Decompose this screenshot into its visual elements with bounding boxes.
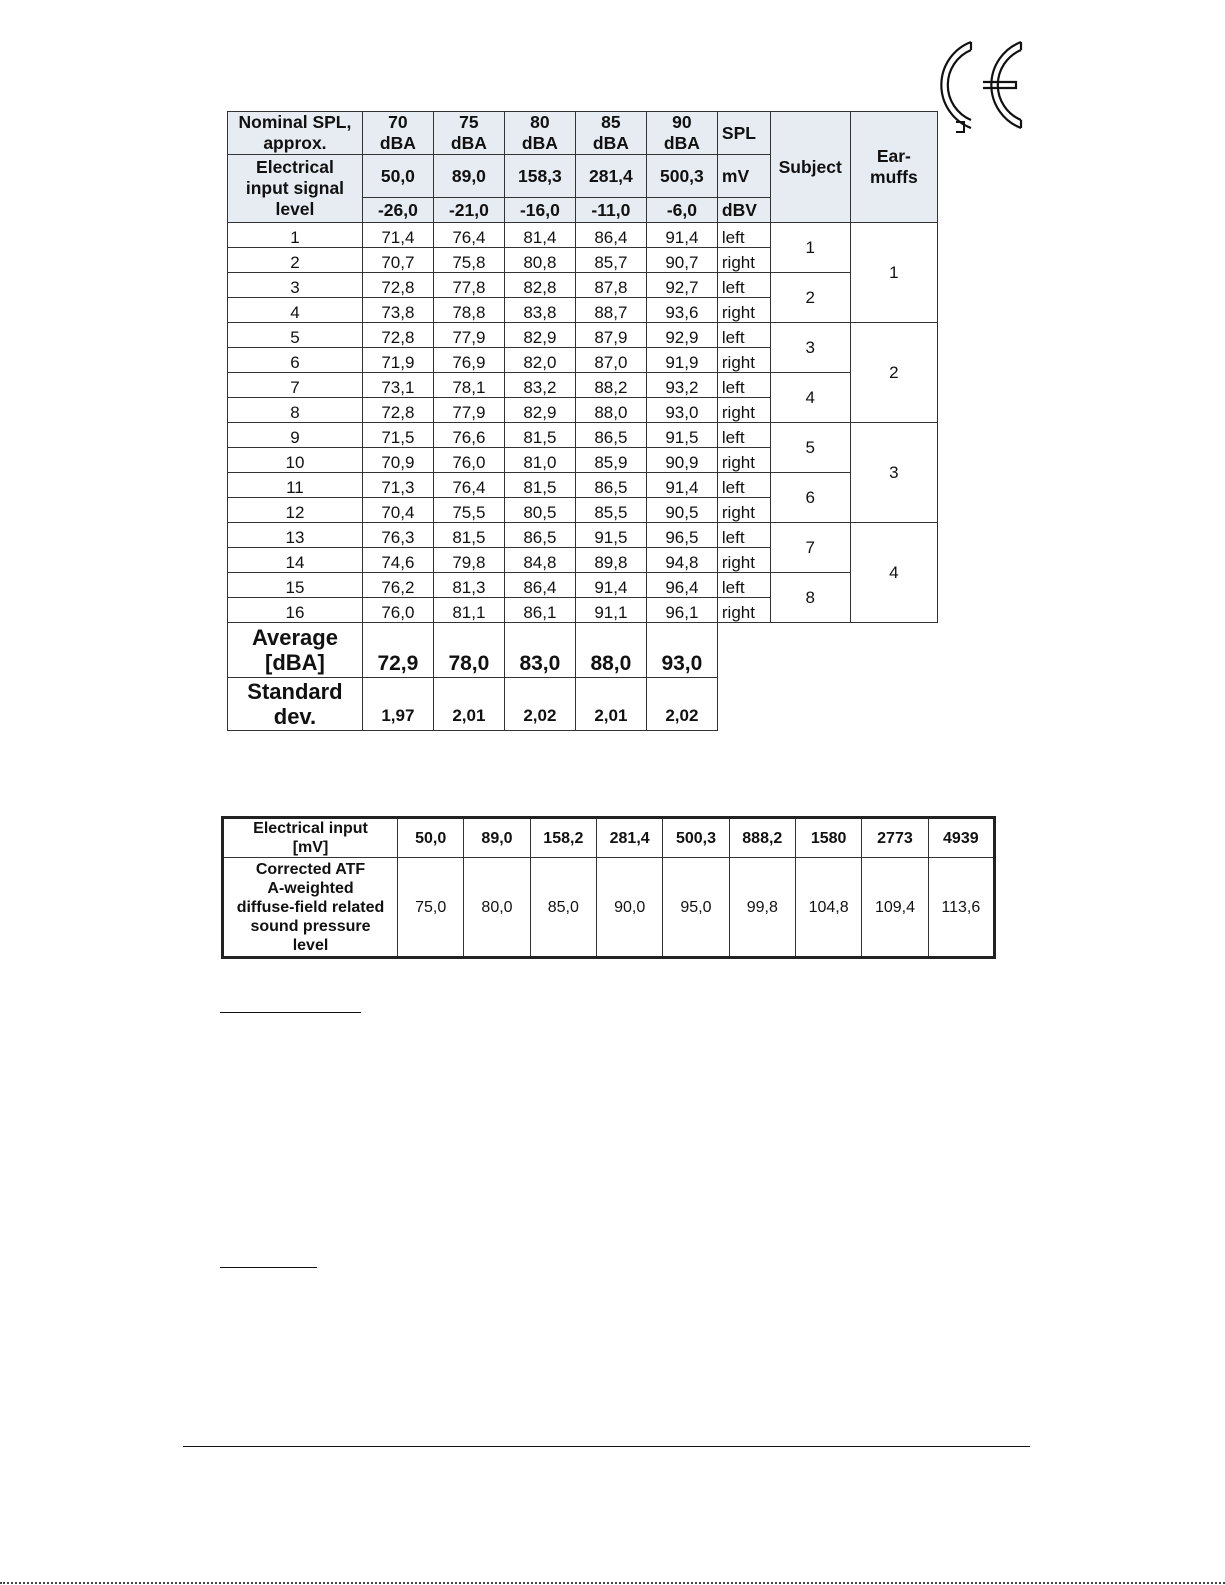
- measurement-cell: 78,8: [433, 298, 504, 323]
- measurement-cell: 86,5: [575, 423, 646, 448]
- measurement-cell: 87,9: [575, 323, 646, 348]
- dbv-value: -16,0: [504, 198, 575, 223]
- measurement-cell: 82,9: [504, 398, 575, 423]
- ear-side: left: [717, 523, 770, 548]
- input-value: 1580: [795, 818, 861, 858]
- measurement-cell: 80,8: [504, 248, 575, 273]
- dbv-value: -11,0: [575, 198, 646, 223]
- dbv-value: -6,0: [646, 198, 717, 223]
- table-row: [228, 273, 938, 298]
- measurement-cell: 82,0: [504, 348, 575, 373]
- measurement-cell: 71,5: [362, 423, 433, 448]
- table-row: [228, 223, 938, 248]
- level-header: 85 dBA: [575, 112, 646, 155]
- measurement-cell: 71,4: [362, 223, 433, 248]
- measurement-cell: 70,7: [362, 248, 433, 273]
- measurement-cell: 83,2: [504, 373, 575, 398]
- measurement-cell: 91,1: [575, 598, 646, 623]
- atf-table: [221, 816, 996, 959]
- ear-side: left: [717, 573, 770, 598]
- subject-cell: 4: [770, 373, 850, 423]
- measurement-cell: 81,5: [504, 473, 575, 498]
- level-header: 90 dBA: [646, 112, 717, 155]
- ear-side: left: [717, 373, 770, 398]
- measurement-cell: 77,9: [433, 398, 504, 423]
- ear-side: right: [717, 598, 770, 623]
- subject-cell: 5: [770, 423, 850, 473]
- measurement-cell: 81,5: [433, 523, 504, 548]
- heading-underline: [220, 1012, 361, 1013]
- measurement-cell: 86,5: [575, 473, 646, 498]
- measurement-cell: 96,1: [646, 598, 717, 623]
- input-value: 50,0: [398, 818, 464, 858]
- table-row: [228, 573, 938, 598]
- average-value: 93,0: [646, 623, 717, 678]
- measurement-cell: 88,7: [575, 298, 646, 323]
- ear-side: left: [717, 423, 770, 448]
- measurement-cell: 86,4: [575, 223, 646, 248]
- stddev-value: 2,01: [575, 678, 646, 731]
- electrical-input-header: Electrical input signal level: [228, 155, 363, 223]
- table-row: [228, 373, 938, 398]
- stddev-row: [228, 678, 938, 731]
- measurement-cell: 77,8: [433, 273, 504, 298]
- measurement-cell: 93,0: [646, 398, 717, 423]
- subject-cell: 7: [770, 523, 850, 573]
- subject-cell: 2: [770, 273, 850, 323]
- mv-value: 89,0: [433, 155, 504, 198]
- corrected-atf-label: Corrected ATF A-weighted diffuse-field related sound pressure level: [223, 858, 398, 958]
- measurement-cell: 96,4: [646, 573, 717, 598]
- earmuff-cell: 2: [850, 323, 937, 423]
- ear-side: left: [717, 223, 770, 248]
- measurement-cell: 71,9: [362, 348, 433, 373]
- measurement-cell: 94,8: [646, 548, 717, 573]
- spl-measurement-table: [227, 111, 938, 731]
- measurement-cell: 81,0: [504, 448, 575, 473]
- stddev-value: 1,97: [362, 678, 433, 731]
- row-number: 14: [228, 548, 363, 573]
- measurement-cell: 91,5: [575, 523, 646, 548]
- measurement-cell: 91,9: [646, 348, 717, 373]
- earmuff-cell: 3: [850, 423, 937, 523]
- input-value: 500,3: [663, 818, 729, 858]
- measurement-cell: 80,5: [504, 498, 575, 523]
- measurement-cell: 91,4: [575, 573, 646, 598]
- measurement-cell: 81,3: [433, 573, 504, 598]
- measurement-cell: 90,9: [646, 448, 717, 473]
- empty-cell: [717, 678, 937, 731]
- atf-value: 99,8: [729, 858, 795, 958]
- measurement-cell: 88,0: [575, 398, 646, 423]
- measurement-cell: 85,7: [575, 248, 646, 273]
- atf-value: 80,0: [464, 858, 530, 958]
- level-header: 75 dBA: [433, 112, 504, 155]
- mv-unit: mV: [717, 155, 770, 198]
- row-number: 4: [228, 298, 363, 323]
- row-number: 6: [228, 348, 363, 373]
- row-number: 16: [228, 598, 363, 623]
- input-value: 281,4: [596, 818, 662, 858]
- mv-value: 50,0: [362, 155, 433, 198]
- measurement-cell: 76,4: [433, 223, 504, 248]
- measurement-cell: 77,9: [433, 323, 504, 348]
- atf-value: 75,0: [398, 858, 464, 958]
- row-number: 7: [228, 373, 363, 398]
- measurement-cell: 76,4: [433, 473, 504, 498]
- measurement-cell: 87,0: [575, 348, 646, 373]
- earmuffs-header: Ear- muffs: [850, 112, 937, 223]
- mv-value: 158,3: [504, 155, 575, 198]
- page-edge: [0, 1582, 1225, 1584]
- ear-side: right: [717, 498, 770, 523]
- ear-side: left: [717, 473, 770, 498]
- ear-side: right: [717, 548, 770, 573]
- input-value: 89,0: [464, 818, 530, 858]
- measurement-cell: 79,8: [433, 548, 504, 573]
- row-number: 5: [228, 323, 363, 348]
- subject-cell: 1: [770, 223, 850, 273]
- measurement-cell: 83,8: [504, 298, 575, 323]
- dbv-value: -26,0: [362, 198, 433, 223]
- atf-value: 109,4: [862, 858, 928, 958]
- average-row: [228, 623, 938, 678]
- average-value: 83,0: [504, 623, 575, 678]
- measurement-cell: 71,3: [362, 473, 433, 498]
- measurement-cell: 87,8: [575, 273, 646, 298]
- measurement-cell: 73,1: [362, 373, 433, 398]
- measurement-cell: 91,4: [646, 473, 717, 498]
- table-row: [228, 323, 938, 348]
- measurement-cell: 91,4: [646, 223, 717, 248]
- atf-value: 85,0: [530, 858, 596, 958]
- measurement-cell: 84,8: [504, 548, 575, 573]
- mv-value: 281,4: [575, 155, 646, 198]
- measurement-cell: 81,5: [504, 423, 575, 448]
- average-value: 72,9: [362, 623, 433, 678]
- measurement-cell: 74,6: [362, 548, 433, 573]
- ear-side: left: [717, 323, 770, 348]
- input-value: 2773: [862, 818, 928, 858]
- empty-cell: [717, 623, 937, 678]
- nominal-spl-header: Nominal SPL, approx.: [228, 112, 363, 155]
- dbv-value: -21,0: [433, 198, 504, 223]
- ear-side: right: [717, 248, 770, 273]
- measurement-cell: 92,7: [646, 273, 717, 298]
- average-label: Average [dBA]: [228, 623, 363, 678]
- ear-side: right: [717, 298, 770, 323]
- atf-value: 104,8: [795, 858, 861, 958]
- measurement-cell: 72,8: [362, 398, 433, 423]
- atf-value: 113,6: [928, 858, 994, 958]
- atf-value: 90,0: [596, 858, 662, 958]
- measurement-cell: 90,5: [646, 498, 717, 523]
- row-number: 2: [228, 248, 363, 273]
- measurement-cell: 76,0: [362, 598, 433, 623]
- average-value: 78,0: [433, 623, 504, 678]
- measurement-cell: 76,6: [433, 423, 504, 448]
- stddev-value: 2,02: [646, 678, 717, 731]
- level-header: 70 dBA: [362, 112, 433, 155]
- measurement-cell: 92,9: [646, 323, 717, 348]
- row-number: 8: [228, 398, 363, 423]
- measurement-cell: 82,9: [504, 323, 575, 348]
- earmuff-cell: 1: [850, 223, 937, 323]
- measurement-cell: 76,0: [433, 448, 504, 473]
- electrical-input-label: Electrical input [mV]: [223, 818, 398, 858]
- spl-unit: SPL: [717, 112, 770, 155]
- stddev-value: 2,02: [504, 678, 575, 731]
- measurement-cell: 76,2: [362, 573, 433, 598]
- row-number: 1: [228, 223, 363, 248]
- row-number: 3: [228, 273, 363, 298]
- row-number: 12: [228, 498, 363, 523]
- measurement-cell: 81,1: [433, 598, 504, 623]
- measurement-cell: 75,5: [433, 498, 504, 523]
- measurement-cell: 96,5: [646, 523, 717, 548]
- subject-cell: 3: [770, 323, 850, 373]
- stddev-label: Standard dev.: [228, 678, 363, 731]
- measurement-cell: 90,7: [646, 248, 717, 273]
- ear-side: left: [717, 273, 770, 298]
- measurement-cell: 93,6: [646, 298, 717, 323]
- measurement-cell: 88,2: [575, 373, 646, 398]
- input-value: 4939: [928, 818, 994, 858]
- ear-side: right: [717, 448, 770, 473]
- measurement-cell: 72,8: [362, 273, 433, 298]
- row-number: 13: [228, 523, 363, 548]
- measurement-cell: 89,8: [575, 548, 646, 573]
- measurement-cell: 72,8: [362, 323, 433, 348]
- earmuff-cell: 4: [850, 523, 937, 623]
- subject-header: Subject: [770, 112, 850, 223]
- row-number: 10: [228, 448, 363, 473]
- subject-cell: 6: [770, 473, 850, 523]
- measurement-cell: 70,4: [362, 498, 433, 523]
- atf-value: 95,0: [663, 858, 729, 958]
- row-number: 15: [228, 573, 363, 598]
- table-row: [228, 473, 938, 498]
- heading-underline: [220, 1267, 317, 1268]
- subject-cell: 8: [770, 573, 850, 623]
- measurement-cell: 86,5: [504, 523, 575, 548]
- stddev-value: 2,01: [433, 678, 504, 731]
- measurement-cell: 81,4: [504, 223, 575, 248]
- measurement-cell: 85,5: [575, 498, 646, 523]
- measurement-cell: 91,5: [646, 423, 717, 448]
- measurement-cell: 85,9: [575, 448, 646, 473]
- input-value: 158,2: [530, 818, 596, 858]
- measurement-cell: 78,1: [433, 373, 504, 398]
- dbv-unit: dBV: [717, 198, 770, 223]
- measurement-cell: 73,8: [362, 298, 433, 323]
- measurement-cell: 93,2: [646, 373, 717, 398]
- table-row: [228, 523, 938, 548]
- row-number: 9: [228, 423, 363, 448]
- mv-value: 500,3: [646, 155, 717, 198]
- measurement-cell: 86,4: [504, 573, 575, 598]
- measurement-cell: 86,1: [504, 598, 575, 623]
- footer-rule: [183, 1446, 1030, 1447]
- ear-side: right: [717, 398, 770, 423]
- input-value: 888,2: [729, 818, 795, 858]
- level-header: 80 dBA: [504, 112, 575, 155]
- measurement-cell: 82,8: [504, 273, 575, 298]
- average-value: 88,0: [575, 623, 646, 678]
- measurement-cell: 70,9: [362, 448, 433, 473]
- measurement-cell: 75,8: [433, 248, 504, 273]
- row-number: 11: [228, 473, 363, 498]
- measurement-cell: 76,9: [433, 348, 504, 373]
- table-row: [228, 423, 938, 448]
- measurement-cell: 76,3: [362, 523, 433, 548]
- ear-side: right: [717, 348, 770, 373]
